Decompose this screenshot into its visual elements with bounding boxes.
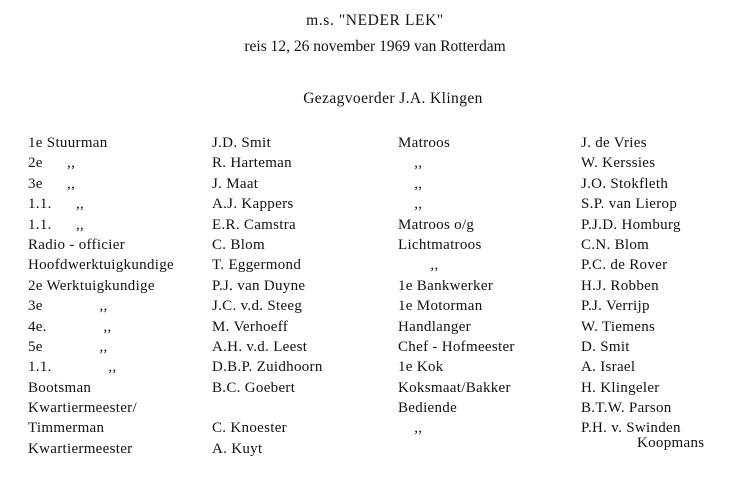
extra-name: Koopmans [637, 435, 705, 451]
crew-entry: ,, [398, 257, 439, 274]
crew-entry: T. Eggermond [212, 257, 302, 274]
crew-entry: B.C. Goebert [212, 379, 296, 396]
crew-entry: 3e ,, [28, 298, 108, 315]
crew-entry: A.H. v.d. Leest [212, 338, 308, 355]
crew-entry: P.J. van Duyne [212, 277, 306, 294]
crew-entry: Timmerman [28, 420, 105, 437]
crew-entry: Chef - Hofmeester [398, 338, 515, 355]
crew-entry: A. Israel [581, 359, 636, 376]
crew-entry: Lichtmatroos [398, 236, 482, 253]
crew-entry: P.C. de Rover [581, 257, 668, 274]
crew-entry: Koksmaat/Bakker [398, 379, 511, 396]
crew-entry [398, 439, 515, 459]
crew-entry: W. Tiemens [581, 318, 656, 335]
crew-entry: R. Harteman [212, 155, 292, 172]
crew-entry: J.D. Smit [212, 135, 271, 151]
crew-entry: Bootsman [28, 379, 92, 396]
crew-entry: 1.1. ,, [28, 359, 117, 376]
crew-entry: 1e Bankwerker [398, 277, 494, 294]
rank-column-left [28, 133, 174, 459]
crew-entry: D.B.P. Zuidhoorn [212, 359, 323, 376]
crew-entry: P.H. v. Swinden [581, 420, 681, 437]
crew-entry: E.R. Camstra [212, 216, 297, 233]
crew-entry: Kwartiermeester/ [28, 400, 137, 417]
crew-entry: M. Verhoeff [212, 318, 289, 335]
crew-entry: Radio - officier [28, 236, 125, 253]
crew-entry: ,, [398, 420, 423, 437]
name-column-right [581, 133, 681, 459]
crew-entry: J.O. Stokfleth [581, 175, 669, 192]
crew-entry: P.J.D. Homburg [581, 216, 681, 233]
crew-entry: S.P. van Lierop [581, 196, 678, 213]
crew-entry: A.J. Kappers [212, 196, 294, 213]
crew-entry: Matroos o/g [398, 216, 475, 233]
crew-entry: 1e Stuurman [28, 135, 108, 151]
crew-entry: Matroos [398, 135, 451, 151]
crew-entry: J. de Vries [581, 135, 647, 151]
crew-entry: 1.1. ,, [28, 216, 85, 233]
crew-entry: ,, [398, 175, 423, 192]
crew-entry: 3e ,, [28, 175, 76, 192]
crew-entry: 2e ,, [28, 155, 76, 172]
crew-entry: W. Kerssies [581, 155, 656, 172]
crew-entry: A. Kuyt [212, 440, 263, 457]
name-column-left [212, 133, 323, 459]
crew-entry: 4e. ,, [28, 318, 112, 335]
crew-entry: 1e Kok [398, 359, 444, 376]
crew-entry: Handlanger [398, 318, 471, 335]
crew-entry: B.T.W. Parson [581, 400, 672, 417]
captain-line: Gezagvoerder J.A. Klingen [303, 90, 483, 107]
crew-entry: ,, [398, 196, 423, 213]
rank-column-right [398, 133, 515, 459]
crew-entry: Hoofdwerktuigkundige [28, 257, 174, 274]
crew-entry: Kwartiermeester [28, 440, 133, 457]
crew-entry: P.J. Verrijp [581, 298, 650, 315]
crew-entry: H.J. Robben [581, 277, 659, 294]
crew-entry: H. Klingeler [581, 379, 660, 396]
ship-name: m.s. "NEDER LEK" [306, 12, 444, 29]
crew-entry [212, 398, 323, 418]
voyage-line: reis 12, 26 november 1969 van Rotterdam [244, 38, 506, 55]
crew-entry: C.N. Blom [581, 236, 650, 253]
crew-entry: C. Blom [212, 236, 265, 253]
crew-entry: 2e Werktuigkundige [28, 277, 155, 294]
crew-entry: D. Smit [581, 338, 630, 355]
crew-entry: 5e ,, [28, 338, 108, 355]
crew-entry: 1e Motorman [398, 298, 483, 315]
crew-entry: C. Knoester [212, 420, 287, 437]
crew-entry: Bediende [398, 400, 458, 417]
crew-entry: ,, [398, 155, 423, 172]
crew-entry: J.C. v.d. Steeg [212, 298, 303, 315]
crew-entry: J. Maat [212, 175, 259, 192]
crew-entry: 1.1. ,, [28, 196, 85, 213]
